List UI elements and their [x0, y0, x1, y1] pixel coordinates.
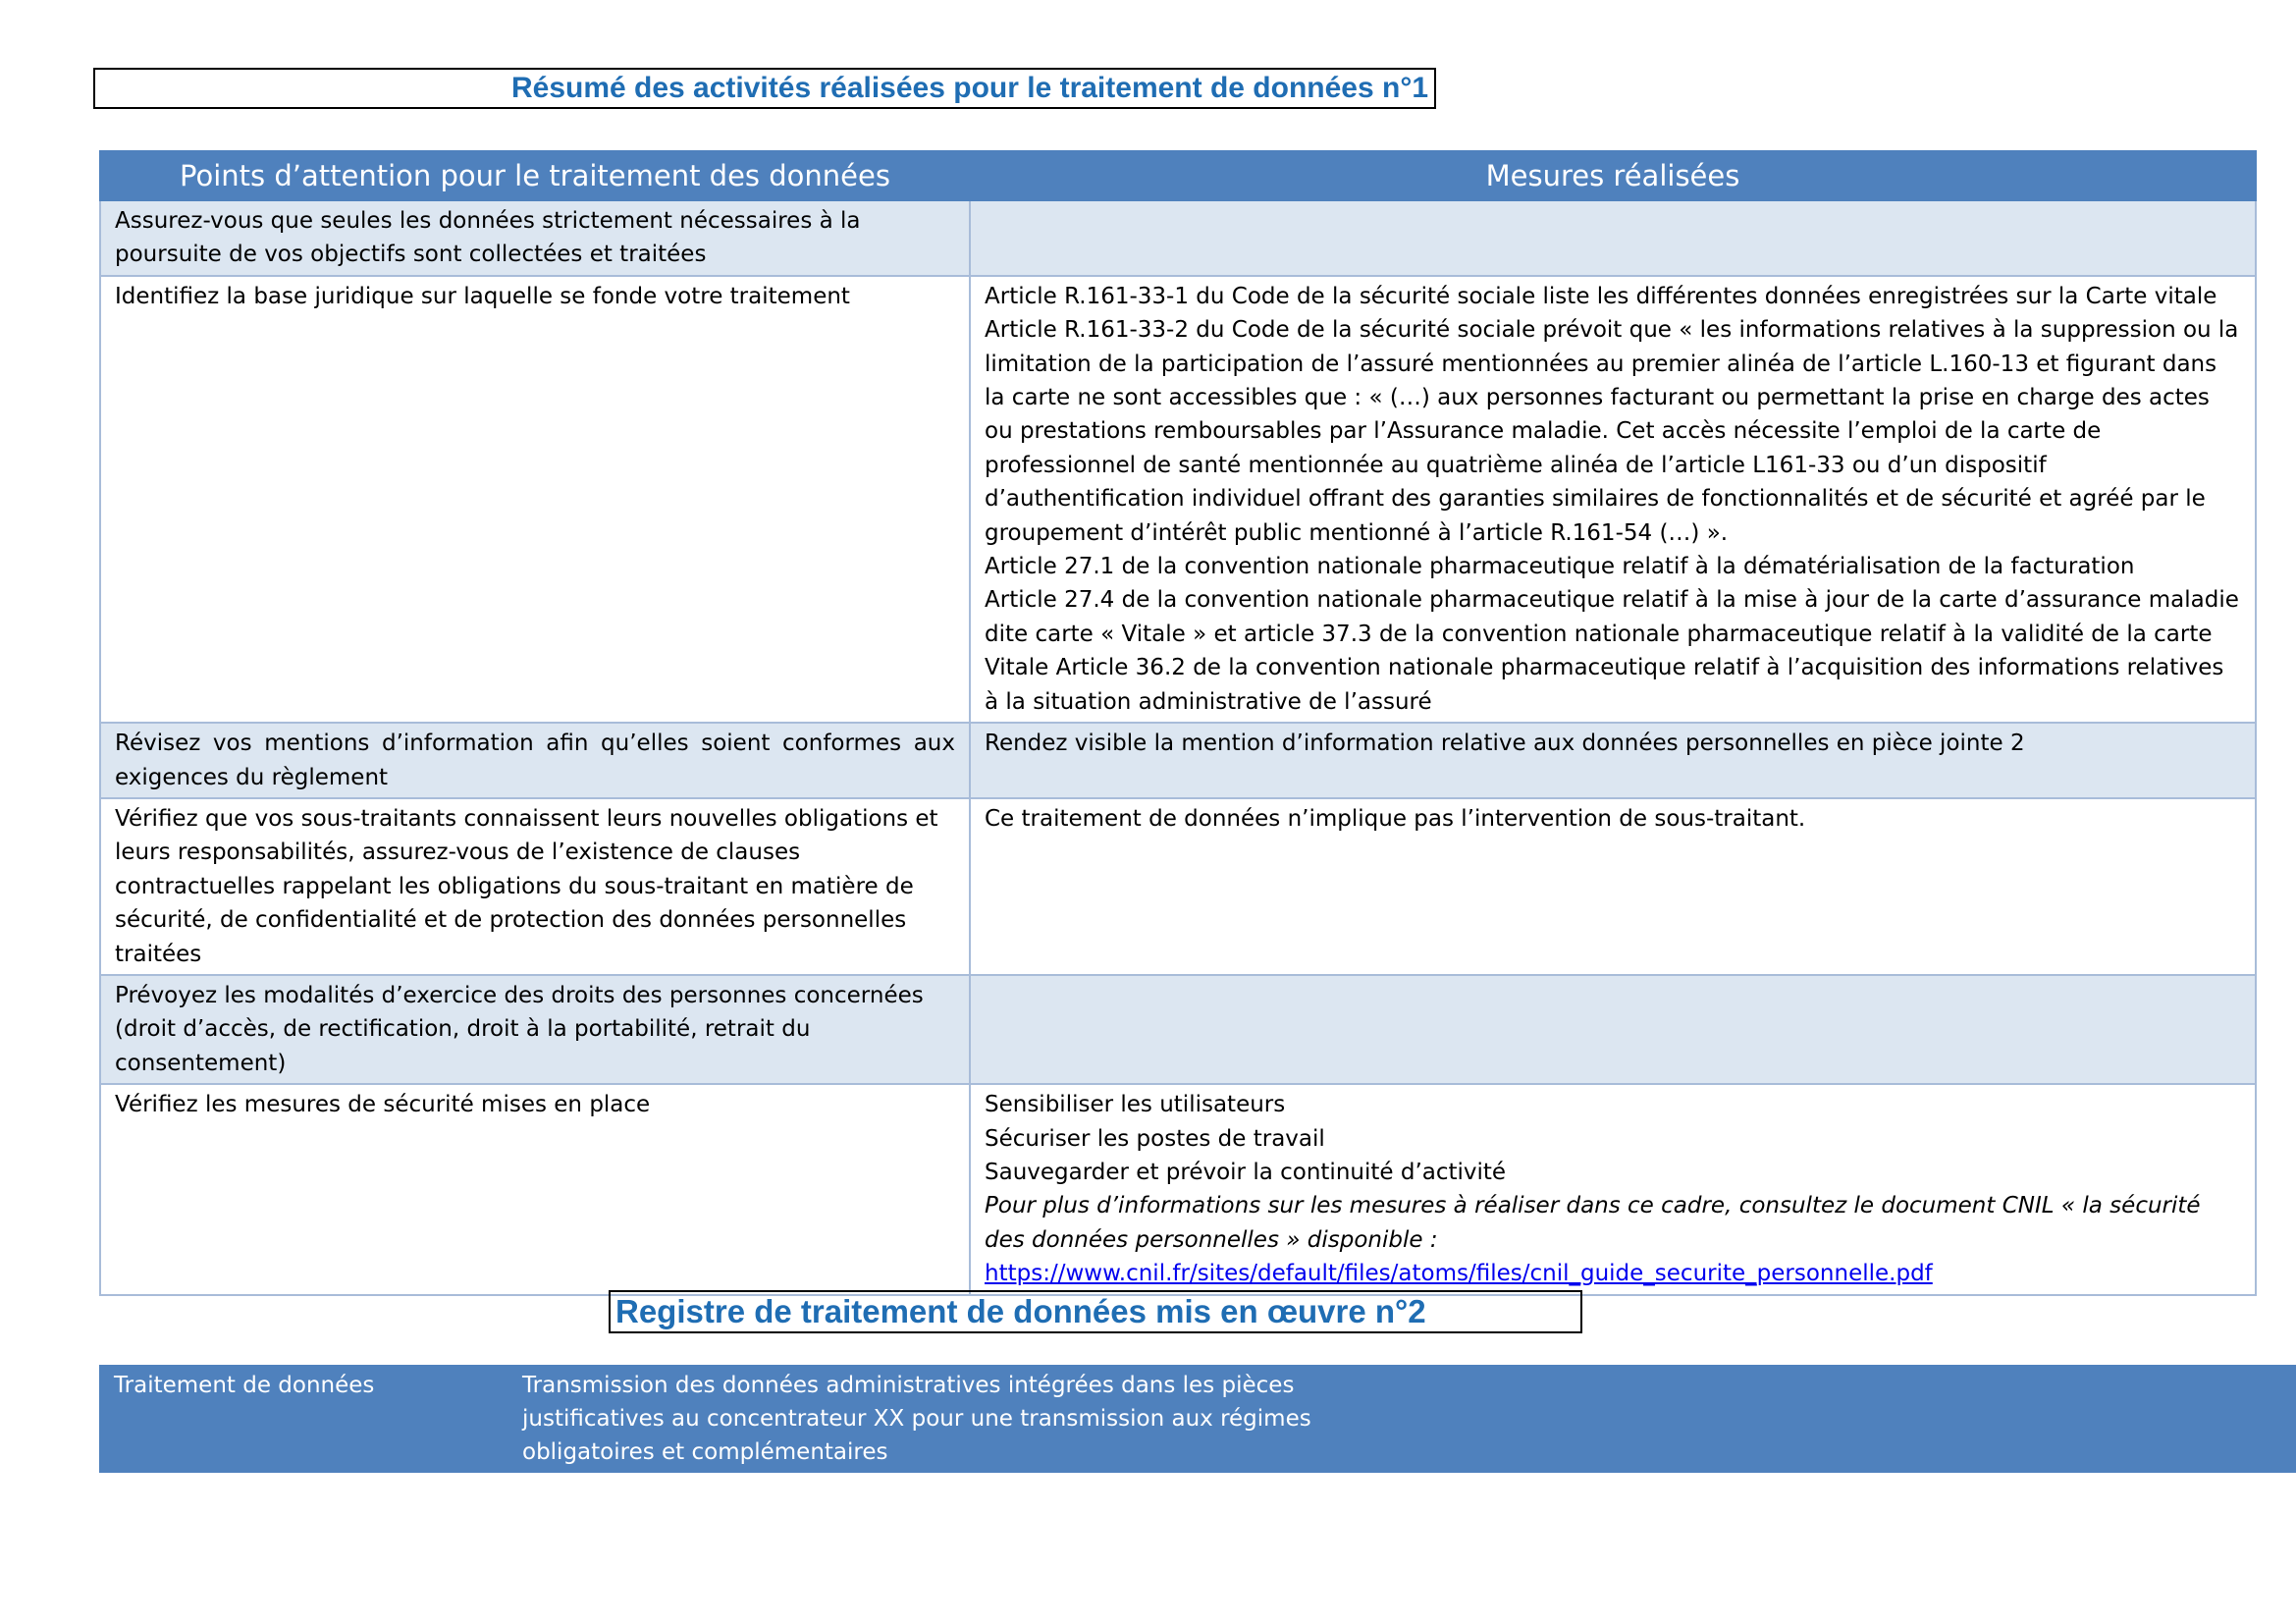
table-row: [100, 1084, 2256, 1294]
register-row: [99, 1365, 2296, 1473]
header-points: Points d’attention pour le traitement des données: [100, 151, 970, 200]
measure-line: Rendez visible la mention d’information relative aux données personnelles en pièce jointe 2: [985, 731, 2025, 757]
measure-cell: [970, 723, 2256, 798]
measure-cell: [970, 1084, 2256, 1294]
measure-line: Sécuriser les postes de travail: [985, 1125, 1325, 1152]
point-cell: Révisez vos mentions d’information afin qu’elles soient conformes aux exigences du règlement: [100, 723, 970, 798]
cnil-note: Pour plus d’informations sur les mesures à réaliser dans ce cadre, consultez le document CNIL « la sécurité des données personnelles » disponible :: [985, 1193, 2201, 1253]
point-cell: Identifiez la base juridique sur laquelle se fonde votre traitement: [100, 276, 970, 723]
table-header-row: [100, 151, 2256, 200]
measure-cell: [970, 798, 2256, 975]
measure-line: Article 27.1 de la convention nationale pharmaceutique relatif à la dématérialisation de la facturation: [985, 554, 2135, 580]
measure-line: Sensibiliser les utilisateurs: [985, 1092, 1286, 1118]
table-row: [100, 798, 2256, 975]
register-label: Traitement de données: [114, 1373, 375, 1398]
register-value: Transmission des données administratives intégrées dans les pièces justificatives au concentrateur XX pour une transmission aux régimes obligatoires et complémentaires: [522, 1373, 1311, 1465]
table-row: [100, 723, 2256, 798]
table-row: [100, 276, 2256, 723]
measure-cell: [970, 200, 2256, 276]
section2-title: Registre de traitement de données mis en œuvre n°2: [609, 1290, 1582, 1333]
measure-line: Ce traitement de données n’implique pas l’intervention de sous-traitant.: [985, 805, 1806, 832]
measure-line: Article 27.4 de la convention nationale pharmaceutique relatif à la mise à jour de la carte d’assurance maladie dite carte « Vitale » et article 37.3 de la convention nationale pharmaceutique relatif à la validité de la carte Vitale Article 36.2 de la convention nationale pharmaceutique relatif à l’acquisition des informations relatives à la situation administrative de l’assuré: [985, 587, 2239, 715]
point-cell: Vérifiez les mesures de sécurité mises en place: [100, 1084, 970, 1294]
measure-line: Article R.161-33-1 du Code de la sécurité sociale liste les différentes données enregistrées sur la Carte vitale: [985, 283, 2217, 309]
section1-title: Résumé des activités réalisées pour le traitement de données n°1: [93, 68, 1436, 109]
point-cell: Vérifiez que vos sous-traitants connaissent leurs nouvelles obligations et leurs responsabilités, assurez-vous de l’existence de clauses contractuelles rappelant les obligations du sous-traitant en matière de sécurité, de confidentialité et de protection des données personnelles traitées: [100, 798, 970, 975]
measure-line: Sauvegarder et prévoir la continuité d’activité: [985, 1159, 1507, 1185]
table-row: [100, 200, 2256, 276]
point-cell: Prévoyez les modalités d’exercice des droits des personnes concernées (droit d’accès, de rectification, droit à la portabilité, retrait du consentement): [100, 975, 970, 1084]
header-mesures: Mesures réalisées: [970, 151, 2256, 200]
point-cell: Assurez-vous que seules les données strictement nécessaires à la poursuite de vos objectifs sont collectées et traitées: [100, 200, 970, 276]
summary-table: [99, 150, 2257, 1296]
table-row: [100, 975, 2256, 1084]
measure-cell: [970, 276, 2256, 723]
cnil-guide-link[interactable]: https://www.cnil.fr/sites/default/files/atoms/files/cnil_guide_securite_personnelle.pdf: [985, 1261, 1933, 1287]
measure-line: Article R.161-33-2 du Code de la sécurité sociale prévoit que « les informations relatives à la suppression ou la limitation de la participation de l’assuré mentionnées au premier alinéa de l’article L.160-13 et figurant dans la carte ne sont accessibles que : « (…) aux personnes facturant ou permettant la prise en charge des actes ou prestations remboursables par l’Assurance maladie. Cet accès nécessite l’emploi de la carte de professionnel de santé mentionnée au quatrième alinéa de l’article L161-33 ou d’un dispositif d’authentification individuel offrant des garanties similaires de fonctionnalités et de sécurité et agréé par le groupement d’intérêt public mentionné à l’article R.161-54 (…) ».: [985, 317, 2239, 546]
measure-cell: [970, 975, 2256, 1084]
